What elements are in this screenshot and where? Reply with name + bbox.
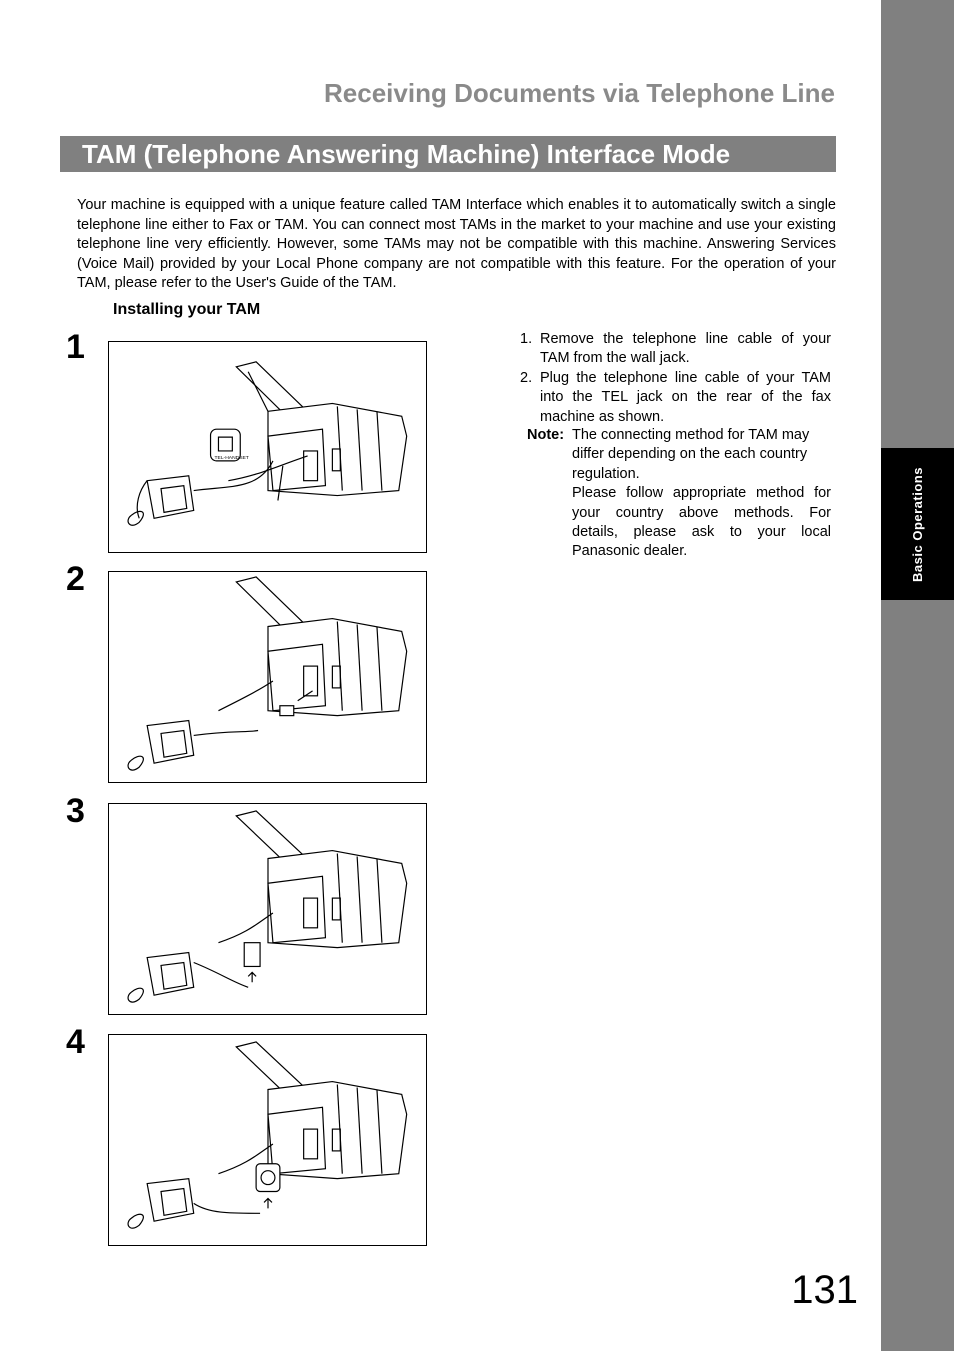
- wall-jack-symbol: [244, 943, 260, 983]
- note-text: The connecting method for TAM may differ depending on the each country regulation.: [572, 427, 810, 482]
- note-block: [527, 426, 831, 562]
- step-1-illustration: [108, 341, 427, 553]
- fax-machine: [236, 577, 406, 716]
- cable: [218, 681, 272, 711]
- cable: [194, 461, 273, 491]
- chapter-tab: [881, 448, 954, 600]
- intro-paragraph: Your machine is equipped with a unique feature called TAM Interface which enables it to automatically switch a single telephone line either to Fax or TAM. You can connect most TAMs in the market to your machine and use your existing telephone line very efficiently. However, some TAMs may not be compatible with this machine. Answering Services (Voice Mail) provided by your Local Phone company are not compatible with this feature. For the operation of your TAM, please refer to the User's Guide of the TAM.: [77, 197, 836, 291]
- chapter-tab-label: Basic Operations: [910, 466, 925, 582]
- arrow-up-icon: [248, 972, 256, 982]
- arrow-up-icon: [264, 1198, 272, 1208]
- step-number: 2: [66, 560, 85, 598]
- telephone: [128, 1179, 194, 1229]
- section-title: TAM (Telephone Answering Machine) Interface Mode: [82, 138, 731, 169]
- modular-plug: [280, 706, 294, 716]
- fax-machine: [236, 811, 406, 948]
- step-number: 1: [66, 328, 85, 366]
- telephone: [128, 476, 194, 526]
- step-3-illustration: [108, 803, 427, 1015]
- step-2-illustration: [108, 571, 427, 783]
- tel-jack-symbol: [211, 429, 249, 461]
- cable: [218, 913, 272, 943]
- cable: [194, 962, 248, 987]
- page-number: 131: [791, 1268, 858, 1312]
- telephone: [128, 953, 194, 1003]
- wall-socket-symbol: [256, 1164, 280, 1209]
- section-title-bar: [60, 136, 836, 172]
- step-number: 3: [66, 792, 85, 830]
- side-strip: [881, 0, 954, 1351]
- subheading: Installing your TAM: [113, 301, 261, 318]
- step-number: 4: [66, 1023, 85, 1061]
- cable: [194, 730, 258, 735]
- fax-machine: [236, 1042, 406, 1179]
- page-header-title: Receiving Documents via Telephone Line: [324, 78, 835, 108]
- step-4-illustration: [108, 1034, 427, 1246]
- cable: [194, 1203, 260, 1213]
- instruction-list: [520, 330, 831, 427]
- list-item: 1. Remove the telephone line cable of your TAM from the wall jack.: [520, 331, 831, 367]
- jack-label: TEL-HANDSET: [214, 455, 249, 461]
- telephone: [128, 721, 194, 771]
- note-text: Please follow appropriate method for your country above methods. For details, please ask to your local Panasonic dealer.: [572, 485, 831, 560]
- list-item: 2. Plug the telephone line cable of your TAM into the TEL jack on the rear of the fax machine as shown.: [520, 369, 831, 425]
- note-label: Note:: [527, 427, 565, 443]
